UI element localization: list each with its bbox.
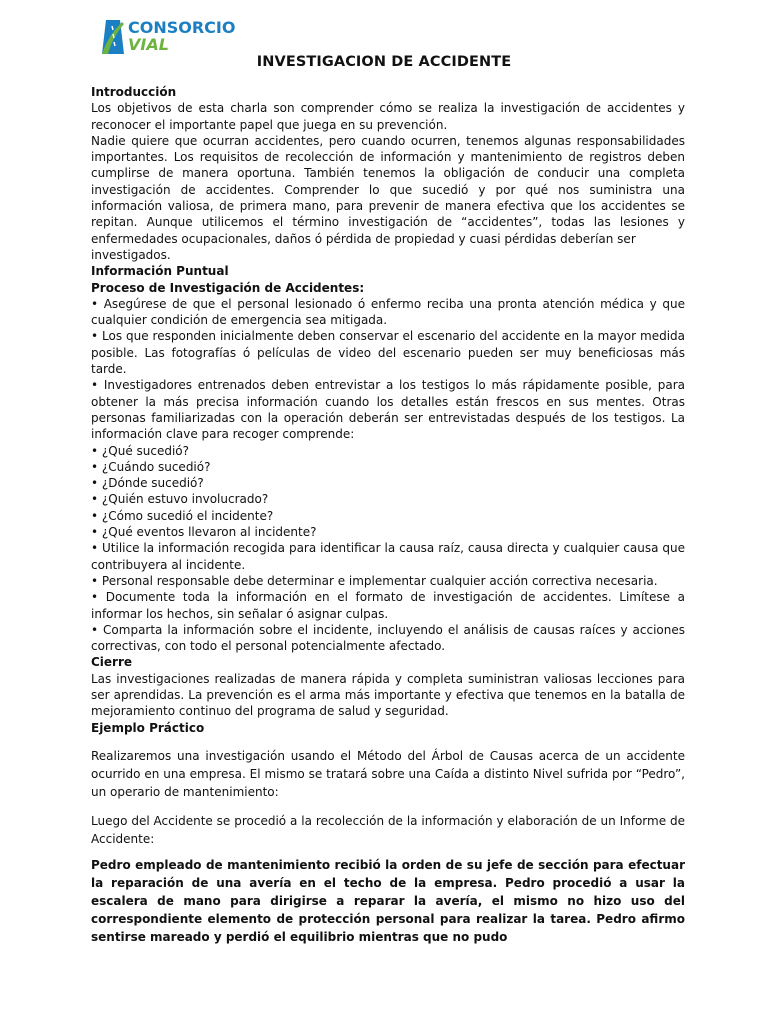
- close-paragraph: Las investigaciones realizadas de manera rápida y completa suministran valiosas lecciones para ser aprendidas. La prevención es el arma más importante y efectiva que tenemos en la batalla de mejoramiento continuo del programa de salud y seguridad.: [91, 671, 685, 719]
- road-logo-icon: [100, 18, 126, 56]
- example-heading: Ejemplo Práctico: [91, 720, 205, 735]
- question-item: • ¿Quién estuvo involucrado?: [91, 492, 269, 507]
- question-item: • ¿Cuándo sucedió?: [91, 459, 211, 474]
- spacer: [91, 801, 685, 809]
- spacer: [91, 848, 685, 856]
- example-paragraph-2: Luego del Accidente se procedió a la recolección de la información y elaboración de un Informe de Accidente:: [91, 813, 685, 846]
- example-paragraph-3: Pedro empleado de mantenimiento recibió la orden de su jefe de sección para efectuar la reparación de una avería en el techo de la empresa. Pedro procedió a usar la escalera de mano para dirigirse a reparar la avería, el mismo no hizo uso del correspondiente elemento de protección personal para realizar la tarea. Pedro afirmo sentirse mareado y perdió el equilibrio mientras que no pudo: [91, 857, 685, 944]
- example-paragraph-1: Realizaremos una investigación usando el Método del Árbol de Causas acerca de un accidente ocurrido en una empresa. El mismo se tratará sobre una Caída a distinto Nivel sufrida por “Pedro”, un operario de mantenimiento:: [91, 748, 685, 799]
- logo-text-consorcio: CONSORCIO: [128, 18, 236, 37]
- document-title: INVESTIGACION DE ACCIDENTE: [256, 54, 512, 70]
- intro-paragraph-2: Nadie quiere que ocurran accidentes, pero cuando ocurren, tenemos algunas responsabilidades importantes. Los requisitos de recolección de información y mantenimiento de registros deben cumplirse de manera oportuna. También tenemos la obligación de conducir una completa investigación de accidentes. Comprender lo que sucedió y por qué nos suministra una información valiosa, de primera mano, para prevenir de manera efectiva que los accidentes se repitan. Aunque utilicemos el término investigación de “accidentes”, todas las lesiones y enfermedades ocupacionales, daños ó pérdida de propiedad y cuasi pérdidas deberían ser: [91, 133, 685, 246]
- intro-heading: Introducción: [91, 85, 177, 99]
- bullet-item: • Investigadores entrenados deben entrevistar a los testigos lo más rápidamente posible, para obtener la más precisa información cuando los detalles están frescos en sus mentes. Otras personas familiarizadas con la operación deberán ser entrevistadas después de los testigos. La información clave para recoger comprende:: [91, 378, 685, 442]
- document-body: [91, 84, 685, 946]
- process-heading: Proceso de Investigación de Accidentes:: [91, 280, 365, 295]
- bullet-item: • Comparta la información sobre el incidente, incluyendo el análisis de causas raíces y acciones correctivas, con todo el personal potencialmente afectado.: [91, 622, 685, 654]
- close-heading: Cierre: [91, 655, 133, 670]
- logo-text-vial: VIAL: [128, 35, 169, 54]
- info-heading: Información Puntual: [91, 264, 229, 279]
- intro-paragraph-3: investigados.: [91, 247, 171, 262]
- bullet-item: • Personal responsable debe determinar e implementar cualquier acción correctiva necesaria.: [91, 573, 658, 588]
- question-item: • ¿Dónde sucedió?: [91, 476, 204, 491]
- bullet-item: • Utilice la información recogida para identificar la causa raíz, causa directa y cualquier causa que contribuyera al incidente.: [91, 541, 685, 572]
- question-item: • ¿Qué eventos llevaron al incidente?: [91, 525, 317, 540]
- question-item: • ¿Qué sucedió?: [91, 443, 190, 458]
- spacer: [91, 736, 685, 744]
- bullet-item: • Los que responden inicialmente deben conservar el escenario del accidente en la mayor medida posible. Las fotografías ó películas de video del escenario pueden ser muy beneficiosas más tarde.: [91, 329, 685, 377]
- question-item: • ¿Cómo sucedió el incidente?: [91, 508, 274, 523]
- intro-paragraph-1: Los objetivos de esta charla son comprender cómo se realiza la investigación de accidentes y reconocer el importante papel que juega en su prevención.: [91, 101, 685, 132]
- bullet-item: • Documente toda la información en el formato de investigación de accidentes. Limítese a informar los hechos, sin señalar ó asignar culpas.: [91, 590, 685, 621]
- bullet-item: • Asegúrese de que el personal lesionado ó enfermo reciba una pronta atención médica y que cualquier condición de emergencia sea mitigada.: [91, 296, 685, 328]
